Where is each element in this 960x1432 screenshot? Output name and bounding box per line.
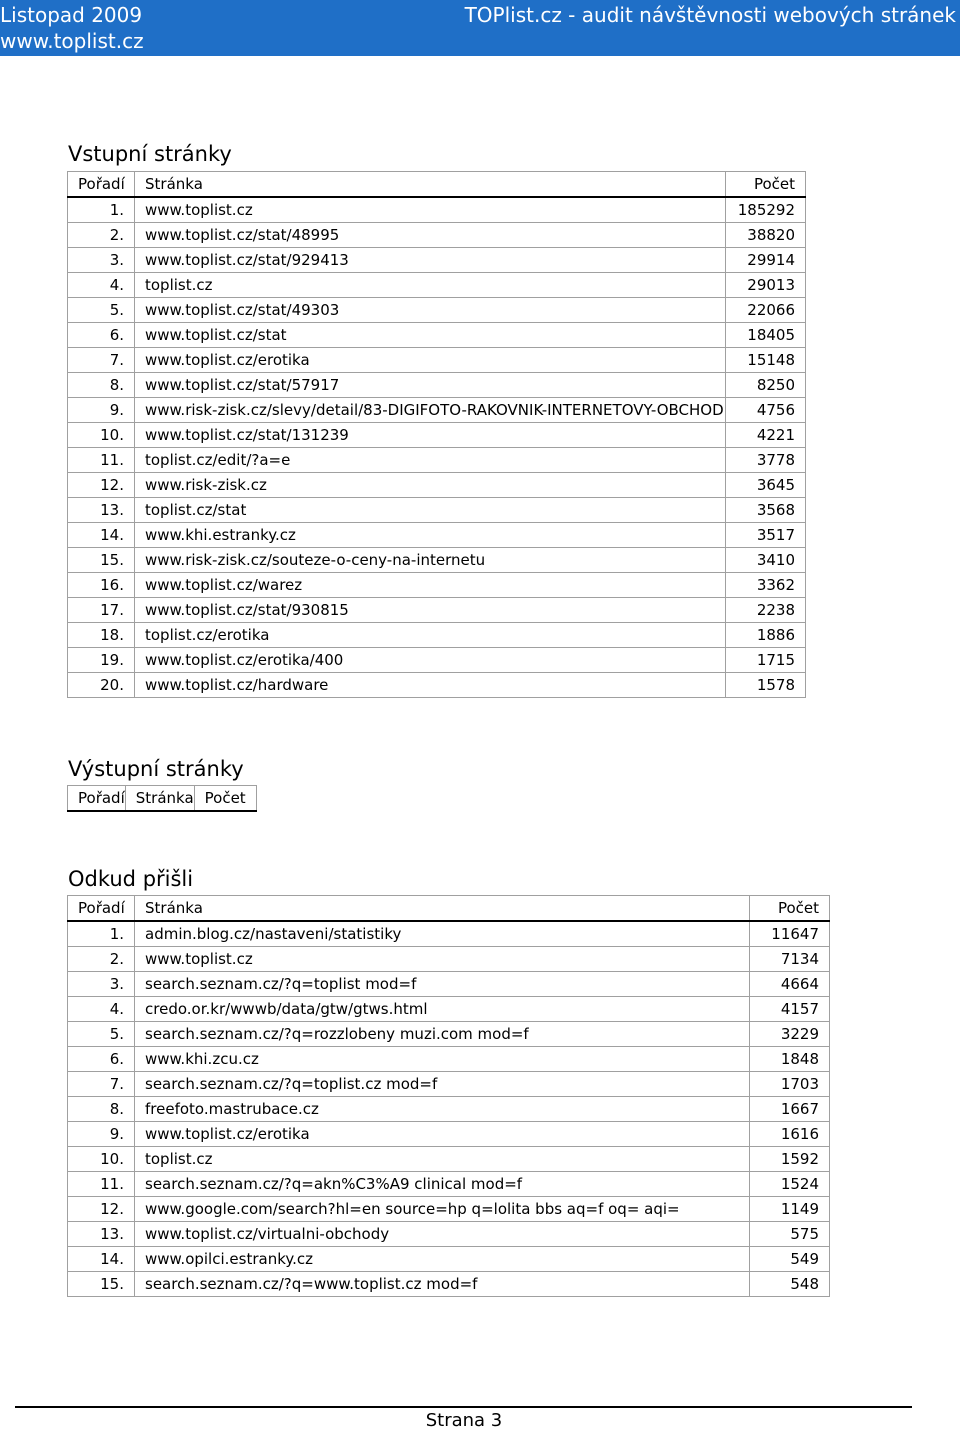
col-pocet: Počet [750, 896, 830, 922]
table-row [68, 298, 806, 323]
page-cell: www.toplist.cz/erotika/400 [135, 648, 726, 673]
count-cell: 1667 [750, 1097, 830, 1122]
table-row [68, 448, 806, 473]
page-cell: search.seznam.cz/?q=www.toplist.cz mod=f [135, 1272, 750, 1297]
rank-cell: 3. [68, 248, 135, 273]
table-row [68, 997, 830, 1022]
rank-cell: 10. [68, 1147, 135, 1172]
count-cell: 3568 [726, 498, 806, 523]
page-cell: www.google.com/search?hl=en source=hp q=lolita bbs aq=f oq= aqi= [135, 1197, 750, 1222]
header-left [0, 2, 144, 54]
rank-cell: 4. [68, 273, 135, 298]
col-poradi: Pořadí [68, 786, 126, 812]
count-cell: 575 [750, 1222, 830, 1247]
table-row [68, 473, 806, 498]
count-cell: 3778 [726, 448, 806, 473]
count-cell: 15148 [726, 348, 806, 373]
page-cell: www.khi.zcu.cz [135, 1047, 750, 1072]
count-cell: 1592 [750, 1147, 830, 1172]
rank-cell: 17. [68, 598, 135, 623]
page-cell: www.toplist.cz/erotika [135, 1122, 750, 1147]
count-cell: 22066 [726, 298, 806, 323]
count-cell: 549 [750, 1247, 830, 1272]
page-cell: toplist.cz/erotika [135, 623, 726, 648]
table-row [68, 1147, 830, 1172]
rank-cell: 5. [68, 298, 135, 323]
table-vstupni [67, 171, 806, 698]
count-cell: 1848 [750, 1047, 830, 1072]
table-header-row [68, 896, 830, 922]
count-cell: 2238 [726, 598, 806, 623]
rank-cell: 14. [68, 523, 135, 548]
rank-cell: 7. [68, 348, 135, 373]
count-cell: 548 [750, 1272, 830, 1297]
count-cell: 1149 [750, 1197, 830, 1222]
table-row [68, 498, 806, 523]
section-title-vstupni: Vstupní stránky [68, 142, 232, 166]
page-cell: search.seznam.cz/?q=toplist mod=f [135, 972, 750, 997]
table-row [68, 423, 806, 448]
count-cell: 4756 [726, 398, 806, 423]
section-title-odkud: Odkud přišli [68, 867, 194, 891]
rank-cell: 1. [68, 197, 135, 223]
count-cell: 38820 [726, 223, 806, 248]
page-cell: www.opilci.estranky.cz [135, 1247, 750, 1272]
table-row [68, 1097, 830, 1122]
page-cell: search.seznam.cz/?q=toplist.cz mod=f [135, 1072, 750, 1097]
table-row [68, 197, 806, 223]
page-cell: admin.blog.cz/nastaveni/statistiky [135, 921, 750, 947]
page-cell: www.toplist.cz/stat/49303 [135, 298, 726, 323]
table-odkud [67, 895, 830, 1297]
rank-cell: 14. [68, 1247, 135, 1272]
table-row [68, 972, 830, 997]
count-cell: 7134 [750, 947, 830, 972]
table-row [68, 1122, 830, 1147]
rank-cell: 11. [68, 1172, 135, 1197]
table-row [68, 623, 806, 648]
header-title-text: TOPlist.cz - audit návštěvnosti webových stránek [464, 3, 956, 27]
page-cell: www.toplist.cz/stat/131239 [135, 423, 726, 448]
page-cell: toplist.cz [135, 1147, 750, 1172]
rank-cell: 10. [68, 423, 135, 448]
page-cell: www.toplist.cz/hardware [135, 673, 726, 698]
col-pocet: Počet [194, 786, 256, 812]
rank-cell: 8. [68, 373, 135, 398]
page-cell: www.risk-zisk.cz/souteze-o-ceny-na-internetu [135, 548, 726, 573]
rank-cell: 3. [68, 972, 135, 997]
table-row [68, 921, 830, 947]
table-row [68, 1272, 830, 1297]
table-row [68, 947, 830, 972]
rank-cell: 7. [68, 1072, 135, 1097]
count-cell: 4221 [726, 423, 806, 448]
table-row [68, 523, 806, 548]
table-vystupni [67, 785, 257, 812]
page-cell: www.risk-zisk.cz/slevy/detail/83-DIGIFOTO-RAKOVNIK-INTERNETOVY-OBCHOD [135, 398, 726, 423]
rank-cell: 12. [68, 473, 135, 498]
table-row [68, 648, 806, 673]
rank-cell: 9. [68, 1122, 135, 1147]
count-cell: 1886 [726, 623, 806, 648]
page-cell: credo.or.kr/wwwb/data/gtw/gtws.html [135, 997, 750, 1022]
footer-divider [15, 1406, 912, 1408]
page-cell: www.toplist.cz/stat/929413 [135, 248, 726, 273]
header-bar [0, 0, 960, 56]
count-cell: 3362 [726, 573, 806, 598]
table-row [68, 598, 806, 623]
table-row [68, 548, 806, 573]
page-cell: www.toplist.cz/stat/48995 [135, 223, 726, 248]
page-cell: toplist.cz [135, 273, 726, 298]
table-row [68, 1022, 830, 1047]
count-cell: 3645 [726, 473, 806, 498]
page-cell: www.toplist.cz/stat [135, 323, 726, 348]
rank-cell: 19. [68, 648, 135, 673]
count-cell: 1616 [750, 1122, 830, 1147]
rank-cell: 12. [68, 1197, 135, 1222]
table-row [68, 273, 806, 298]
rank-cell: 11. [68, 448, 135, 473]
header-date: Listopad 2009 [0, 3, 143, 27]
page-cell: www.toplist.cz/stat/930815 [135, 598, 726, 623]
rank-cell: 20. [68, 673, 135, 698]
table-header-row [68, 786, 257, 812]
col-pocet: Počet [726, 172, 806, 198]
count-cell: 185292 [726, 197, 806, 223]
count-cell: 1715 [726, 648, 806, 673]
table-row [68, 1247, 830, 1272]
page-cell: www.toplist.cz/virtualni-obchody [135, 1222, 750, 1247]
page-cell: www.risk-zisk.cz [135, 473, 726, 498]
rank-cell: 2. [68, 947, 135, 972]
count-cell: 18405 [726, 323, 806, 348]
table-header-row [68, 172, 806, 198]
rank-cell: 2. [68, 223, 135, 248]
table-row [68, 1072, 830, 1097]
rank-cell: 6. [68, 323, 135, 348]
page-cell: freefoto.mastrubace.cz [135, 1097, 750, 1122]
count-cell: 3229 [750, 1022, 830, 1047]
rank-cell: 16. [68, 573, 135, 598]
count-cell: 8250 [726, 373, 806, 398]
col-poradi: Pořadí [68, 172, 135, 198]
col-stranka: Stránka [135, 172, 726, 198]
table-row [68, 1172, 830, 1197]
count-cell: 4664 [750, 972, 830, 997]
rank-cell: 1. [68, 921, 135, 947]
col-stranka: Stránka [125, 786, 194, 812]
table-row [68, 573, 806, 598]
count-cell: 3517 [726, 523, 806, 548]
table-row [68, 248, 806, 273]
rank-cell: 6. [68, 1047, 135, 1072]
section-title-vystupni: Výstupní stránky [68, 757, 244, 781]
table-row [68, 373, 806, 398]
count-cell: 11647 [750, 921, 830, 947]
page-cell: search.seznam.cz/?q=akn%C3%A9 clinical mod=f [135, 1172, 750, 1197]
table-row [68, 348, 806, 373]
page-cell: www.toplist.cz [135, 197, 726, 223]
count-cell: 29914 [726, 248, 806, 273]
page-cell: www.toplist.cz/warez [135, 573, 726, 598]
page-number: Strana 3 [425, 1410, 503, 1431]
table-row [68, 1047, 830, 1072]
header-title [465, 2, 956, 28]
rank-cell: 18. [68, 623, 135, 648]
page-cell: www.toplist.cz/stat/57917 [135, 373, 726, 398]
rank-cell: 4. [68, 997, 135, 1022]
table-row [68, 398, 806, 423]
count-cell: 1703 [750, 1072, 830, 1097]
rank-cell: 15. [68, 548, 135, 573]
count-cell: 3410 [726, 548, 806, 573]
col-stranka: Stránka [135, 896, 750, 922]
rank-cell: 8. [68, 1097, 135, 1122]
page-cell: toplist.cz/edit/?a=e [135, 448, 726, 473]
rank-cell: 13. [68, 498, 135, 523]
count-cell: 4157 [750, 997, 830, 1022]
count-cell: 1578 [726, 673, 806, 698]
count-cell: 1524 [750, 1172, 830, 1197]
table-row [68, 1222, 830, 1247]
page-cell: www.toplist.cz [135, 947, 750, 972]
table-row [68, 673, 806, 698]
rank-cell: 15. [68, 1272, 135, 1297]
table-row [68, 223, 806, 248]
page-cell: www.khi.estranky.cz [135, 523, 726, 548]
table-row [68, 323, 806, 348]
page-cell: toplist.cz/stat [135, 498, 726, 523]
rank-cell: 13. [68, 1222, 135, 1247]
rank-cell: 9. [68, 398, 135, 423]
table-row [68, 1197, 830, 1222]
rank-cell: 5. [68, 1022, 135, 1047]
count-cell: 29013 [726, 273, 806, 298]
header-site: www.toplist.cz [0, 29, 144, 53]
col-poradi: Pořadí [68, 896, 135, 922]
page-cell: search.seznam.cz/?q=rozzlobeny muzi.com mod=f [135, 1022, 750, 1047]
page-cell: www.toplist.cz/erotika [135, 348, 726, 373]
